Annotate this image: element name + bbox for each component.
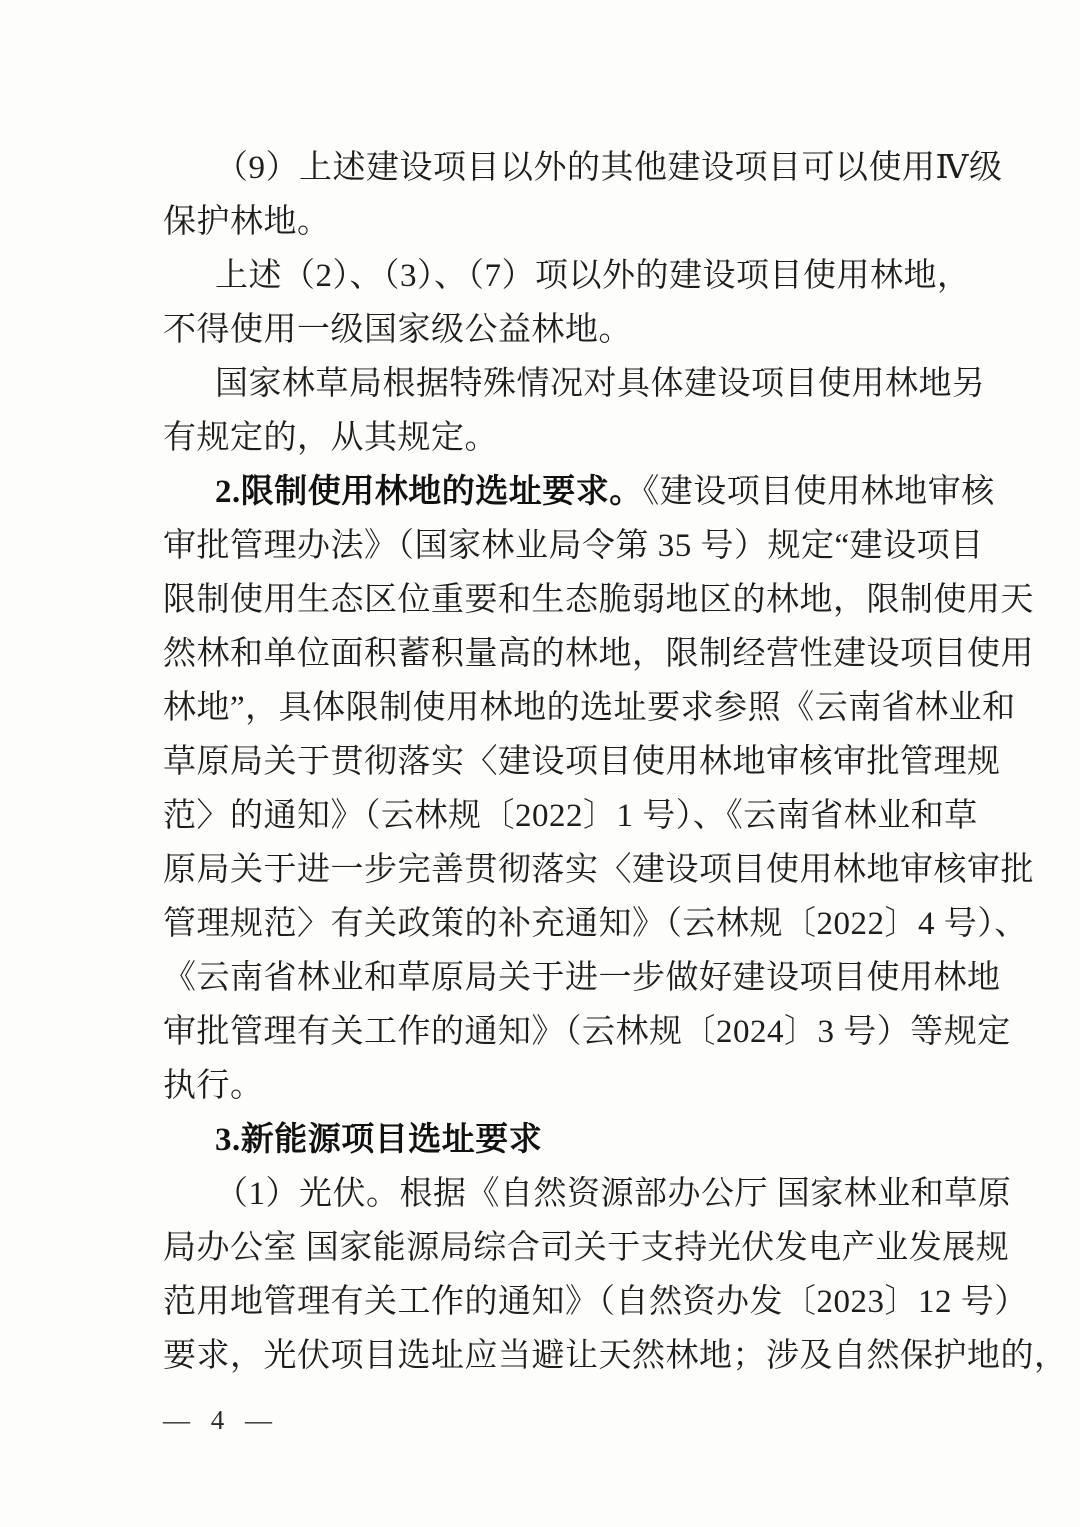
text-line [163,951,1001,1005]
text-line [163,141,1003,195]
text-segment: 上述（2）、（3）、（7）项以外的建设项目使用林地， [215,258,971,294]
text-line [163,735,1001,789]
text-segment: 林地”，具体限制使用林地的选址要求参照《云南省林业和 [163,690,1016,726]
text-segment: （9）上述建设项目以外的其他建设项目可以使用Ⅳ级 [215,150,1003,186]
page-number: — 4 — [163,1405,279,1435]
text-line [163,1275,1028,1329]
text-line [163,1113,923,1167]
text-segment: 草原局关于贯彻落实〈建设项目使用林地审核审批管理规 [163,744,1001,780]
text-line [163,411,923,465]
text-segment: 审批管理有关工作的通知》（云林规〔2024〕3 号）等规定 [163,1014,1011,1050]
text-segment: 然林和单位面积蓄积量高的林地，限制经营性建设项目使用 [163,636,1034,672]
bold-text-segment: 2.限制使用林地的选址要求。 [215,474,643,510]
text-line [163,1329,1068,1383]
page-footer [163,1405,279,1436]
text-line [163,1005,1011,1059]
text-line [163,357,986,411]
text-line [163,249,971,303]
text-segment: 保护林地。 [163,204,331,240]
text-line [163,897,1028,951]
text-segment: 原局关于进一步完善贯彻落实〈建设项目使用林地审核审批 [163,852,1034,888]
text-line [163,1059,923,1113]
text-line [163,1221,1010,1275]
text-line [163,843,1034,897]
text-segment: 要求，光伏项目选址应当避让天然林地；涉及自然保护地的， [163,1338,1068,1374]
text-segment: （1）光伏。根据《自然资源部办公厅 国家林业和草原 [215,1176,1012,1212]
text-segment: 《云南省林业和草原局关于进一步做好建设项目使用林地 [163,960,1001,996]
document-body [163,141,1068,1383]
text-line [163,195,923,249]
text-segment: 有规定的，从其规定。 [163,420,498,456]
text-segment: 限制使用生态区位重要和生态脆弱地区的林地，限制使用天 [163,582,1034,618]
text-segment: 局办公室 国家能源局综合司关于支持光伏发电产业发展规 [163,1230,1010,1266]
text-segment: 《建设项目使用林地审核 [642,474,995,510]
text-segment: 范〉的通知》（云林规〔2022〕1 号）、《云南省林业和草 [163,798,978,834]
text-line [163,573,1034,627]
text-line [163,465,995,519]
text-segment: 国家林草局根据特殊情况对具体建设项目使用林地另 [215,366,986,402]
text-segment: 管理规范〉有关政策的补充通知》（云林规〔2022〕4 号）、 [163,906,1028,942]
text-line [163,627,1034,681]
text-segment: 执行。 [163,1068,264,1104]
bold-text-segment: 3.新能源项目选址要求 [215,1122,543,1158]
text-line [163,1167,1012,1221]
text-line [163,303,923,357]
text-line [163,681,1016,735]
text-segment: 不得使用一级国家级公益林地。 [163,312,632,348]
text-segment: 范用地管理有关工作的通知》（自然资办发〔2023〕12 号） [163,1284,1028,1320]
text-line [163,789,978,843]
text-line [163,519,984,573]
text-segment: 审批管理办法》（国家林业局令第 35 号）规定“建设项目 [163,528,984,564]
